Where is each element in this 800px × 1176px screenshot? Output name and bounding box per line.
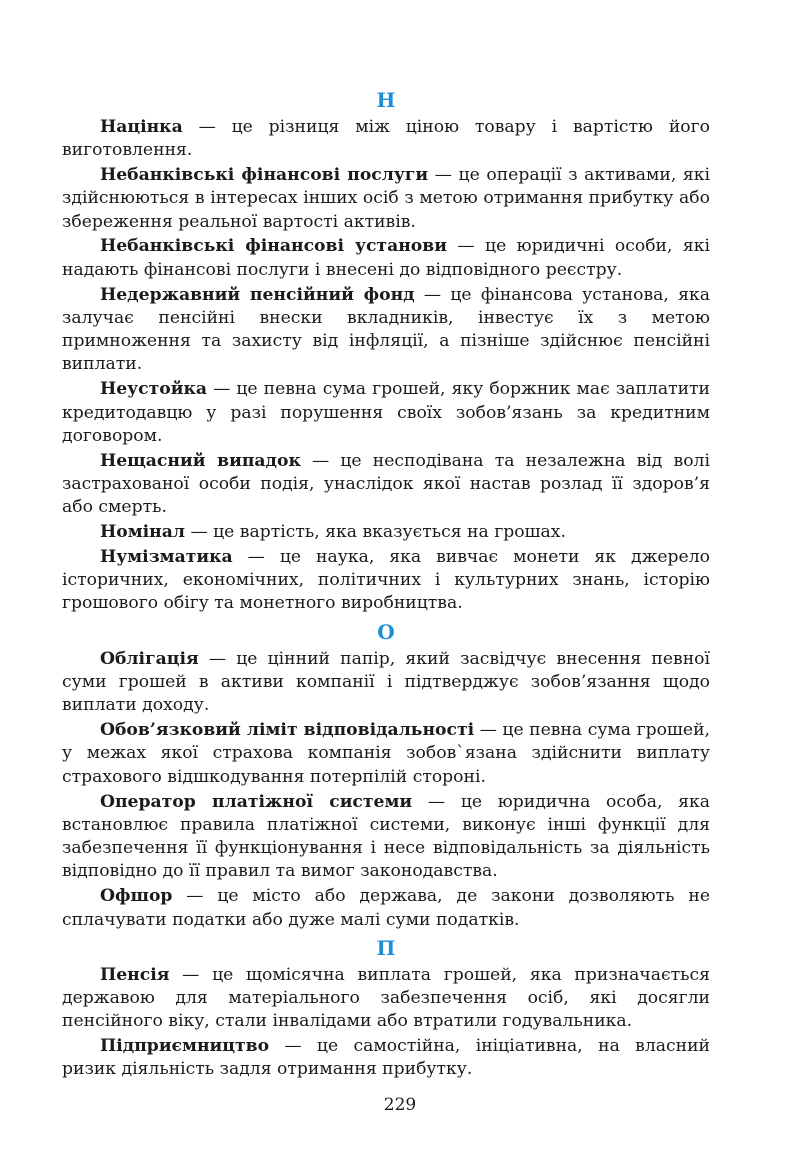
glossary-entry — [62, 284, 710, 377]
glossary-entry — [62, 546, 710, 616]
glossary-entry — [62, 1035, 710, 1082]
glossary-entry — [62, 964, 710, 1034]
term: Націнка — [100, 117, 183, 137]
term: Номінал — [100, 522, 185, 543]
glossary-entry — [62, 164, 710, 234]
glossary-entry — [62, 450, 710, 520]
term: Обов’язковий ліміт відповідальності — [100, 720, 475, 741]
term: Небанківські фінансові послуги — [100, 165, 429, 186]
definition: — це різниця між ціною товару і вартістю його виготовлення. — [62, 117, 710, 161]
section-letter: О — [377, 619, 395, 644]
page-number: 229 — [383, 1095, 417, 1115]
definition: — це операції з активами, які здійснюються в інтересах інших осіб з метою отримання прибутку або збереження реальної вартості активів. — [62, 165, 710, 232]
definition: — це наука, яка вивчає монети як джерело історичних, економічних, політичних і культурних знань, історію грошового обігу та монетного виробництва. — [62, 546, 710, 614]
glossary-entry — [62, 378, 710, 448]
glossary-entry — [62, 648, 710, 718]
section-letter: Н — [376, 88, 396, 112]
definition: — це самостійна, ініціативна, на власний ризик діяльність задля отримання прибутку. — [62, 1036, 710, 1080]
term: Пенсія — [100, 964, 170, 985]
definition: — це фінансова установа, яка залучає пенсійні внески вкладників, інвестує їх з метою примноження та захисту від інфляції, а пізніше здійснює пенсійні виплати. — [62, 284, 710, 375]
definition: — це певна сума грошей, яку боржник має заплатити кредитодавцю у разі порушення своїх зобов’язань за кредитним договором. — [62, 379, 710, 446]
glossary-entry — [62, 719, 710, 789]
definition: — це юридичні особи, які надають фінансові послуги і внесені до відповідного реєстру. — [62, 236, 710, 280]
definition: — це юридична особа, яка встановлює правила платіжної системи, виконує інші функції для забезпечення її функціонування і несе відповідальність за діяльність відповідно до її правил та вимог законодавства. — [62, 791, 710, 882]
term: Небанківські фінансові установи — [100, 236, 447, 257]
term: Нумізматика — [100, 546, 233, 567]
glossary-entry — [62, 885, 710, 932]
term: Облігація — [100, 648, 199, 669]
term: Оператор платіжної системи — [100, 791, 413, 812]
definition: — це вартість, яка вказується на грошах. — [185, 522, 566, 543]
glossary-entry — [62, 235, 710, 282]
section-p — [62, 934, 710, 1082]
glossary-entry — [62, 521, 710, 544]
section-o — [62, 618, 710, 932]
term: Недержавний пенсійний фонд — [100, 284, 415, 305]
glossary-page — [62, 84, 710, 1083]
definition: — це щомісячна виплата грошей, яка призначається державою для матеріального забезпечення осіб, які досягли пенсійного віку, стали інвалідами або втратили годувальника. — [62, 964, 710, 1032]
term: Неустойка — [100, 379, 208, 400]
term: Підприємництво — [100, 1036, 270, 1057]
term: Нещасний випадок — [100, 450, 301, 471]
glossary-entry — [62, 116, 710, 163]
definition: — це цінний папір, який засвідчує внесення певної суми грошей в активи компанії і підтверджує зобов’язання щодо виплати доходу. — [62, 648, 710, 716]
term: Офшор — [100, 886, 173, 907]
section-n — [62, 86, 710, 616]
glossary-entry — [62, 791, 710, 884]
definition: — це певна сума грошей, у межах якої страхова компанія зобов`язана здійснити виплату страхового відшкодування потерпілій стороні. — [62, 720, 710, 787]
definition: — це місто або держава, де закони дозволяють не сплачувати податки або дуже малі суми податків. — [62, 886, 710, 930]
definition: — це несподівана та незалежна від волі застрахованої особи подія, унаслідок якої настав розлад її здоров’я або смерть. — [62, 450, 710, 518]
section-letter: П — [376, 935, 396, 960]
